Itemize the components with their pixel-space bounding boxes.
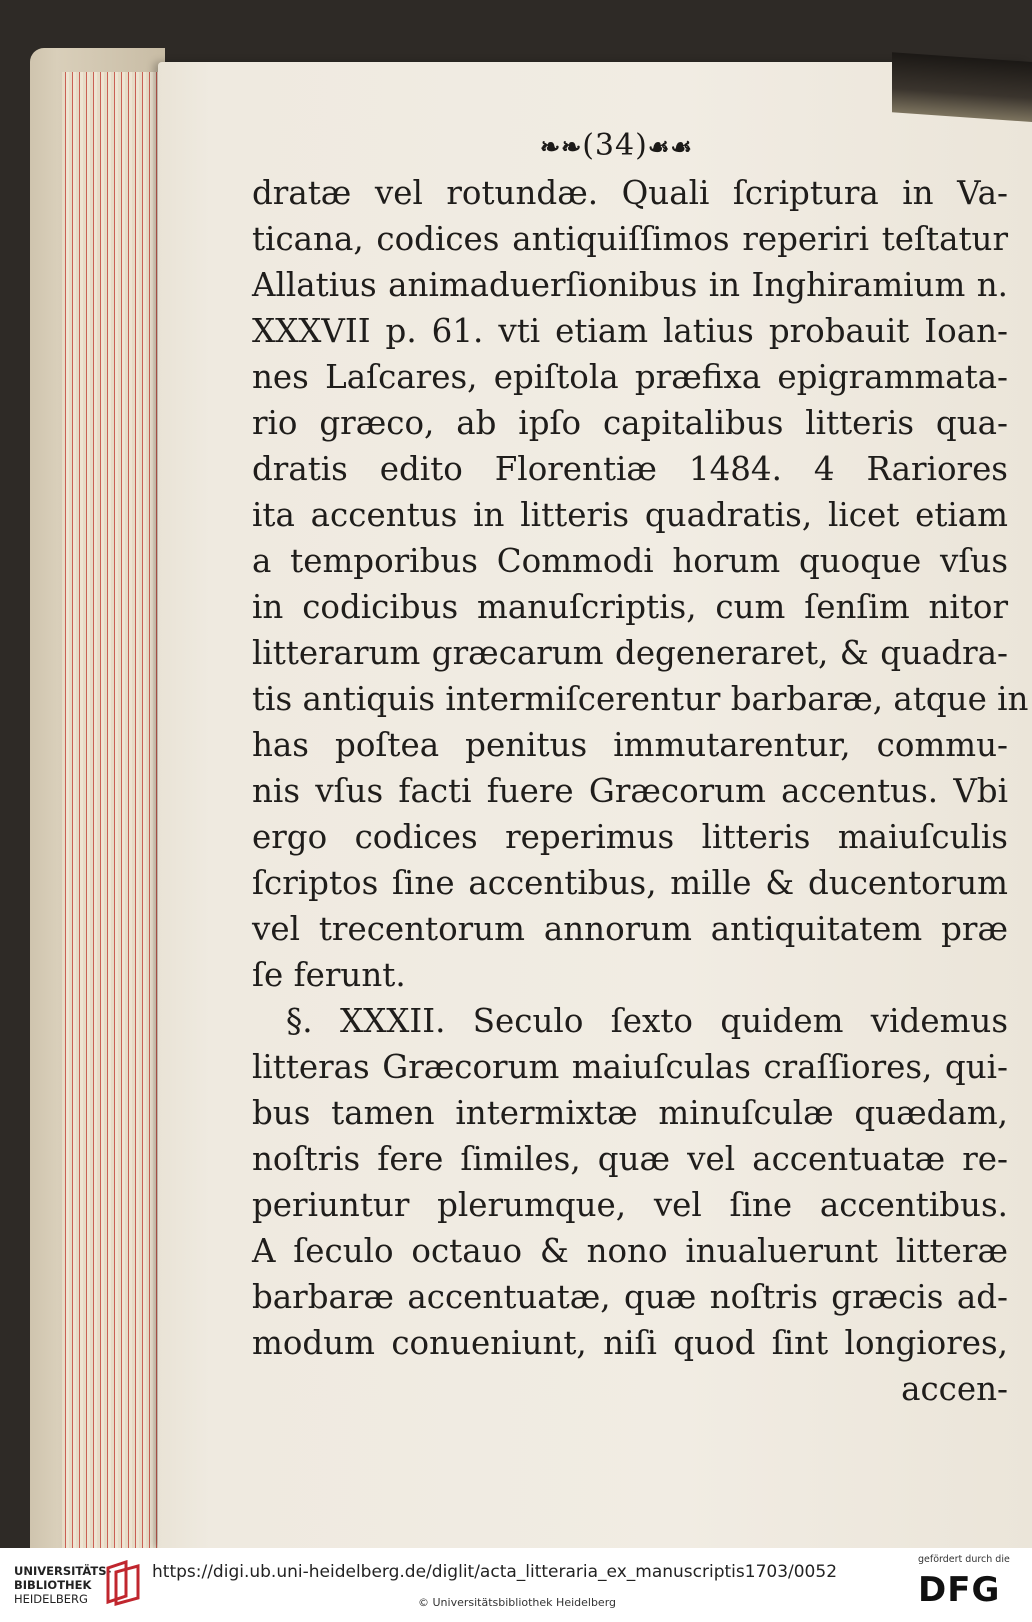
funding-caption: gefördert durch die — [918, 1554, 1010, 1565]
text-line: Allatius animaduerſionibus in Inghiramium n. — [252, 266, 1008, 304]
text-line: a temporibus Commodi horum quoque vſus — [252, 542, 1008, 580]
library-name-line1: UNIVERSITÄTS- — [14, 1564, 112, 1578]
text-line-section-start: §. XXXII. Seculo ſexto quidem videmus — [286, 1002, 1008, 1040]
text-line: ita accentus in litteris quadratis, licet etiam — [252, 496, 1008, 534]
dfg-logo: DFG — [918, 1570, 1001, 1610]
text-line: dratæ vel rotundæ. Quali ſcriptura in Va- — [252, 174, 1008, 212]
header-left-ornament: ❧❧ — [540, 132, 583, 161]
red-page-edges — [62, 72, 172, 1548]
viewer-footer — [0, 1548, 1032, 1622]
text-line: in codicibus manuſcriptis, cum ſenſim nitor — [252, 588, 1008, 626]
text-line: litteras Græcorum maiuſculas craſſiores, qui- — [252, 1048, 1008, 1086]
header-right-ornament: ☙☙ — [647, 132, 693, 161]
body-text — [252, 170, 1029, 1412]
library-logo-icon — [104, 1560, 144, 1606]
catchword: accen- — [901, 1370, 1008, 1408]
text-line: has poſtea penitus immutarentur, commu- — [252, 726, 1008, 764]
text-line: XXXVII p. 61. vti etiam latius probauit Ioan- — [252, 312, 1008, 350]
library-name-line3: HEIDELBERG — [14, 1592, 88, 1606]
text-line: tis antiquis intermiſcerentur barbaræ, atque in — [252, 680, 1029, 718]
permalink-url[interactable]: https://digi.ub.uni-heidelberg.de/diglit/acta_litteraria_ex_manuscriptis1703/0052 — [152, 1562, 838, 1582]
text-line: barbaræ accentuatæ, quæ noſtris græcis ad- — [252, 1278, 1008, 1316]
text-line: vel trecentorum annorum antiquitatem præ — [252, 910, 1008, 948]
text-line: litterarum græcarum degeneraret, & quadra- — [252, 634, 1008, 672]
text-line: nes Laſcares, epiſtola præfixa epigrammata- — [252, 358, 1008, 396]
page-header — [540, 128, 740, 163]
text-line: noſtris fere ſimiles, quæ vel accentuatæ re- — [252, 1140, 1008, 1178]
page-corner-shadow — [892, 52, 1032, 122]
text-line: ergo codices reperimus litteris maiuſculis — [252, 818, 1008, 856]
text-line: ſe ferunt. — [252, 956, 406, 994]
copyright-notice: © Universitätsbibliothek Heidelberg — [418, 1596, 617, 1609]
text-line: A ſeculo octauo & nono inualuerunt litteræ — [252, 1232, 1008, 1270]
text-line: modum conueniunt, niſi quod ſint longiores, — [252, 1324, 1008, 1362]
text-line: ſcriptos ſine accentibus, mille & ducentorum — [252, 864, 1008, 902]
text-line: bus tamen intermixtæ minuſculæ quædam, — [252, 1094, 1008, 1132]
library-logo-text — [14, 1564, 111, 1606]
text-line: periuntur plerumque, vel ſine accentibus. — [252, 1186, 1008, 1224]
text-line: ticana, codices antiquiſſimos reperiri teſtatur — [252, 220, 1008, 258]
text-line: rio græco, ab ipſo capitalibus litteris qua- — [252, 404, 1008, 442]
page-number: (34) — [582, 128, 648, 163]
library-name-line2: BIBLIOTHEK — [14, 1578, 92, 1592]
text-line: dratis edito Florentiæ 1484. 4 Rariores — [252, 450, 1008, 488]
text-line: nis vſus facti fuere Græcorum accentus. Vbi — [252, 772, 1008, 810]
